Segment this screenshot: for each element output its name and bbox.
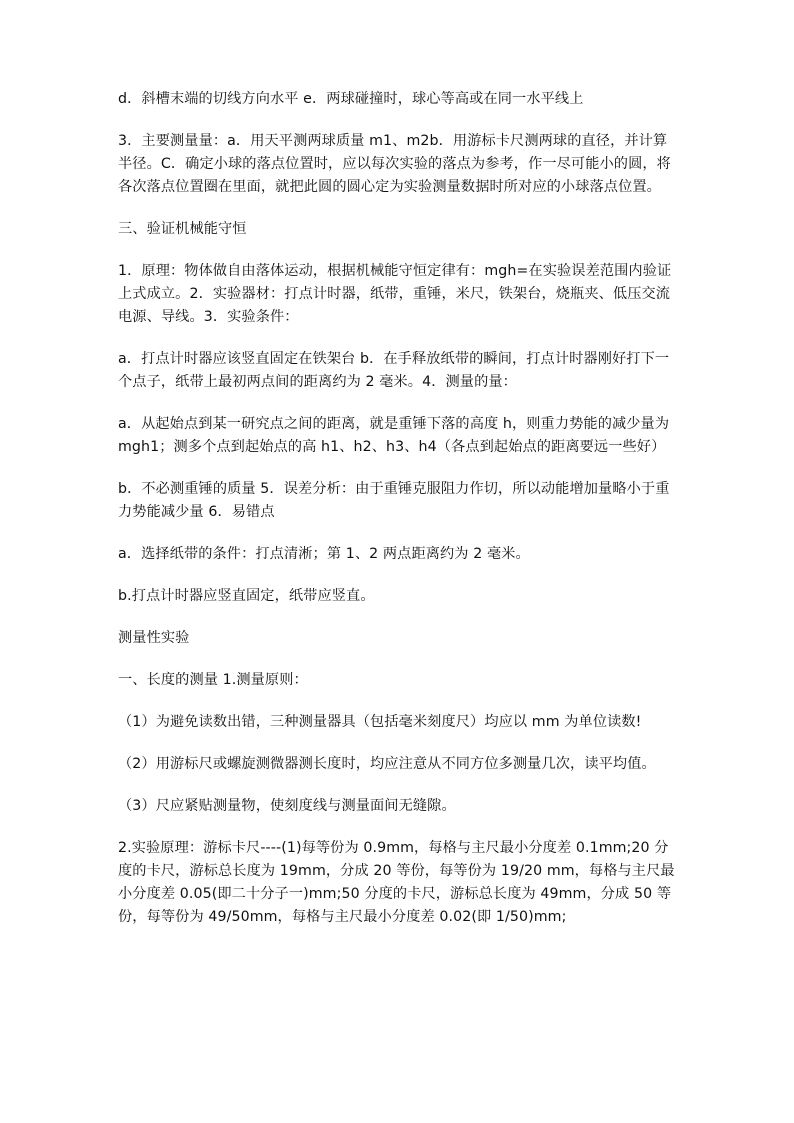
paragraph-vernier-principle: 2.实验原理：游标卡尺----(1)每等份为 0.9mm，每格与主尺最小分度差 0.1mm;20 分度的卡尺，游标总长度为 19mm，分成 20 等份，每等份为 19/20 mm，每格与主尺最小分度差 0.05(即二十分子一)mm;50 分度的卡尺，游标总长度为 49mm，分成 50 等份，每等份为 49/50mm，每格与主尺最小分度差 0.02(即 1/50)mm; (118, 840, 675, 925)
paragraph-momentum-conditions: d．斜槽末端的切线方向水平 e．两球碰撞时，球心等高或在同一水平线上 (118, 91, 584, 107)
paragraph-principle-equipment: 1．原理：物体做自由落体运动，根据机械能守恒定律有：mgh=在实验误差范围内验证上式成立。2．实验器材：打点计时器，纸带，重锤，米尺，铁架台，烧瓶夹、低压交流电源、导线。3．实验条件： (118, 263, 672, 325)
paragraph-rule-1: （1）为避免读数出错，三种测量器具（包括毫米刻度尺）均应以 mm 为单位读数! (118, 714, 642, 730)
section-heading-length-measurement: 一、长度的测量 1.测量原则： (118, 672, 308, 688)
paragraph-momentum-measurements: 3．主要测量量：a．用天平测两球质量 m1、m2b．用游标卡尺测两球的直径，并计算半径。C．确定小球的落点位置时，应以每次实验的落点为参考，作一尽可能小的圆，将各次落点位置圈在里面，就把此圆的圆心定为实验测量数据时所对应的小球落点位置。 (118, 133, 671, 195)
paragraph-rule-2: （2）用游标尺或螺旋测微器测长度时，均应注意从不同方位多测量几次，读平均值。 (118, 756, 656, 772)
paragraph-error-analysis: b．不必测重锤的质量 5．误差分析：由于重锤克服阻力作切，所以动能增加量略小于重力势能减少量 6．易错点 (118, 481, 670, 520)
section-heading-measurement-experiments: 测量性实验 (118, 630, 190, 646)
paragraph-tape-selection: a．选择纸带的条件：打点清淅；第 1、2 两点距离约为 2 毫米。 (118, 546, 530, 562)
paragraph-timer-conditions: a．打点计时器应该竖直固定在铁架台 b．在手释放纸带的瞬间，打点计时器刚好打下一个点子，纸带上最初两点间的距离约为 2 毫米。4．测量的量： (118, 351, 670, 390)
document-page (118, 88, 678, 948)
paragraph-distance-measure: a．从起始点到某一研究点之间的距离，就是重锤下落的高度 h，则重力势能的减少量为 mgh1；测多个点到起始点的高 h1、h2、h3、h4（各点到起始点的距离要远一些好） (118, 416, 670, 455)
paragraph-timer-vertical: b.打点计时器应竖直固定，纸带应竖直。 (118, 588, 375, 604)
paragraph-rule-3: （3）尺应紧贴测量物，使刻度线与测量面间无缝隙。 (118, 798, 456, 814)
section-heading-mechanical-energy: 三、验证机械能守恒 (118, 221, 247, 237)
